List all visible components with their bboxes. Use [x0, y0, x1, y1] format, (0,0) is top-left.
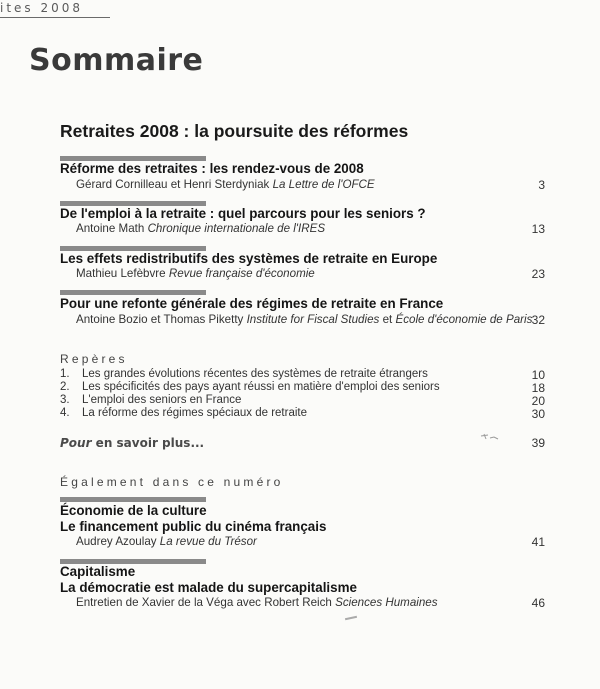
rubric-title: Économie de la culture [60, 503, 207, 518]
article-title: La démocratie est malade du supercapitalisme [60, 580, 357, 595]
article-source: La Lettre de l'OFCE [272, 178, 375, 191]
article-source: La revue du Trésor [159, 535, 257, 548]
repere-text: Les grandes évolutions récentes des systèmes de retraite étrangers [82, 368, 428, 380]
repere-item [60, 368, 428, 380]
page-number: 10 [531, 368, 545, 382]
page-title: Sommaire [29, 43, 204, 78]
page-number: 18 [531, 381, 545, 395]
article-title: Le financement public du cinéma français [60, 519, 327, 534]
repere-item [60, 407, 307, 419]
article-authors: Antoine Bozio et Thomas Piketty [76, 313, 244, 326]
section-rule [60, 497, 206, 502]
reperes-heading: Repères [60, 352, 128, 366]
repere-number: 2. [60, 381, 70, 393]
repere-number: 3. [60, 394, 70, 406]
repere-item [60, 381, 440, 393]
page-number: 30 [531, 407, 545, 421]
section-rule [60, 290, 206, 295]
further-reading [60, 436, 204, 450]
article-source: Revue française d'économie [168, 267, 315, 280]
article-byline [76, 267, 315, 280]
article-source: Sciences Humaines [335, 596, 438, 609]
repere-number: 4. [60, 407, 70, 419]
further-reading-rest: en savoir plus... [91, 436, 205, 450]
also-heading: Également dans ce numéro [60, 475, 284, 489]
page-number: 46 [531, 596, 545, 610]
page-number: 3 [538, 178, 545, 192]
article-byline [76, 313, 532, 326]
repere-item [60, 394, 241, 406]
repere-number: 1. [60, 368, 70, 380]
article-authors: Entretien de Xavier de la Véga avec Robert Reich [76, 596, 332, 609]
running-head: ites 2008 [0, 0, 110, 18]
article-title: Les effets redistributifs des systèmes de retraite en Europe [60, 251, 438, 266]
dossier-title: Retraites 2008 : la poursuite des réformes [60, 121, 409, 141]
page-number: 13 [531, 222, 545, 236]
repere-text: Les spécificités des pays ayant réussi en matière d'emploi des seniors [82, 381, 440, 393]
article-connector: et [382, 313, 393, 326]
article-source: Institute for Fiscal Studies [246, 313, 380, 326]
page-number: 32 [531, 313, 545, 327]
rubric-title: Capitalisme [60, 564, 136, 579]
page-number: 23 [531, 267, 545, 281]
article-authors: Antoine Math [76, 222, 145, 235]
article-authors: Audrey Azoulay [76, 535, 157, 548]
repere-text: L'emploi des seniors en France [82, 394, 242, 406]
article-byline [76, 535, 257, 548]
page-number: 39 [531, 436, 545, 450]
further-reading-lead: Pour [60, 436, 92, 450]
article-byline [76, 178, 375, 191]
repere-text: La réforme des régimes spéciaux de retraite [82, 407, 307, 419]
article-byline [76, 596, 438, 609]
article-byline [76, 222, 325, 235]
article-title: Pour une refonte générale des régimes de retraite en France [60, 296, 444, 311]
article-source-2: École d'économie de Paris [395, 313, 533, 326]
article-authors: Gérard Cornilleau et Henri Sterdyniak [76, 178, 270, 191]
ink-smudge [480, 432, 502, 442]
page-number: 20 [531, 394, 545, 408]
article-source: Chronique internationale de l'IRES [147, 222, 326, 235]
article-title: Réforme des retraites : les rendez-vous de 2008 [60, 161, 364, 176]
ink-mark [345, 616, 357, 620]
page-number: 41 [531, 535, 545, 549]
article-title: De l'emploi à la retraite : quel parcours pour les seniors ? [60, 206, 426, 221]
article-authors: Mathieu Lefèbvre [76, 267, 166, 280]
